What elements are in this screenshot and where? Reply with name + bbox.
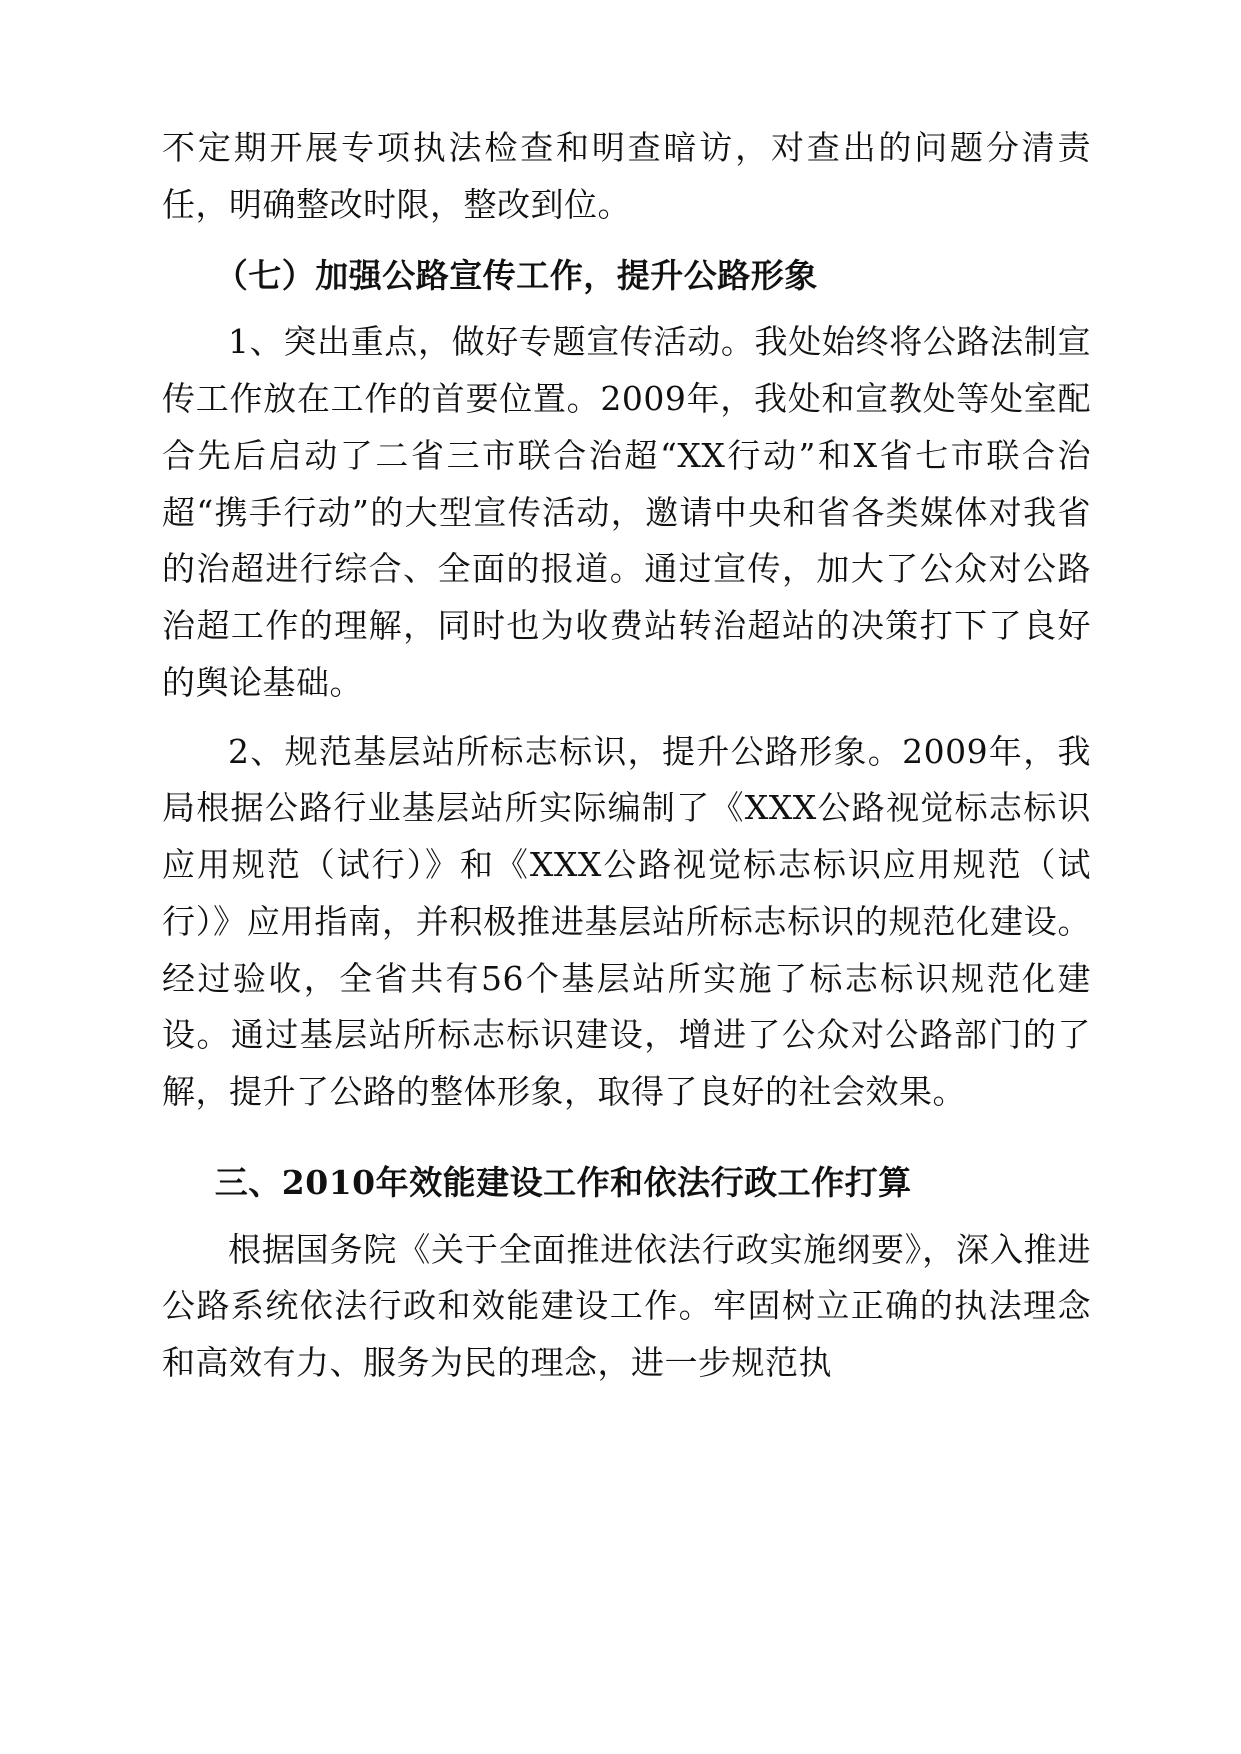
heading-section-three-2010-plan: 三、2010年效能建设工作和依法行政工作打算 (214, 1162, 912, 1202)
heading-section-seven: （七）加强公路宣传工作，提升公路形象 (214, 255, 818, 295)
paragraph-publicity-activities: 1、突出重点，做好专题宣传活动。我处始终将公路法制宣传工作放在工作的首要位置。2009年，我处和宣教处等处室配合先后启动了二省三市联合治超“XX行动”和X省七市联合治超“携手行动”的大型宣传活动，邀请中央和省各类媒体对我省的治超进行综合、全面的报道。通过宣传，加大了公众对公路治超工作的理解，同时也为收费站转治超站的决策打下了良好的舆论基础。 (162, 322, 1091, 702)
paragraph-spacer (162, 714, 1091, 724)
paragraph-continued-inspection: 不定期开展专项执法检查和明查暗访，对查出的问题分清责任，明确整改时限，整改到位。 (162, 128, 1091, 224)
document-body (162, 120, 1091, 1392)
section-spacer (162, 1123, 1091, 1141)
paragraph-station-signage: 2、规范基层站所标志标识，提升公路形象。2009年，我局根据公路行业基层站所实际编制了《XXX公路视觉标志标识应用规范（试行）》和《XXX公路视觉标志标识应用规范（试行）》应用指南，并积极推进基层站所标志标识的规范化建设。经过验收，全省共有56个基层站所实施了标志标识规范化建设。通过基层站所标志标识建设，增进了公众对公路部门的了解，提升了公路的整体形象，取得了良好的社会效果。 (162, 731, 1091, 1111)
paragraph-2010-plan-intro: 根据国务院《关于全面推进依法行政实施纲要》，深入推进公路系统依法行政和效能建设工作。牢固树立正确的执法理念和高效有力、服务为民的理念，进一步规范执 (162, 1229, 1091, 1382)
